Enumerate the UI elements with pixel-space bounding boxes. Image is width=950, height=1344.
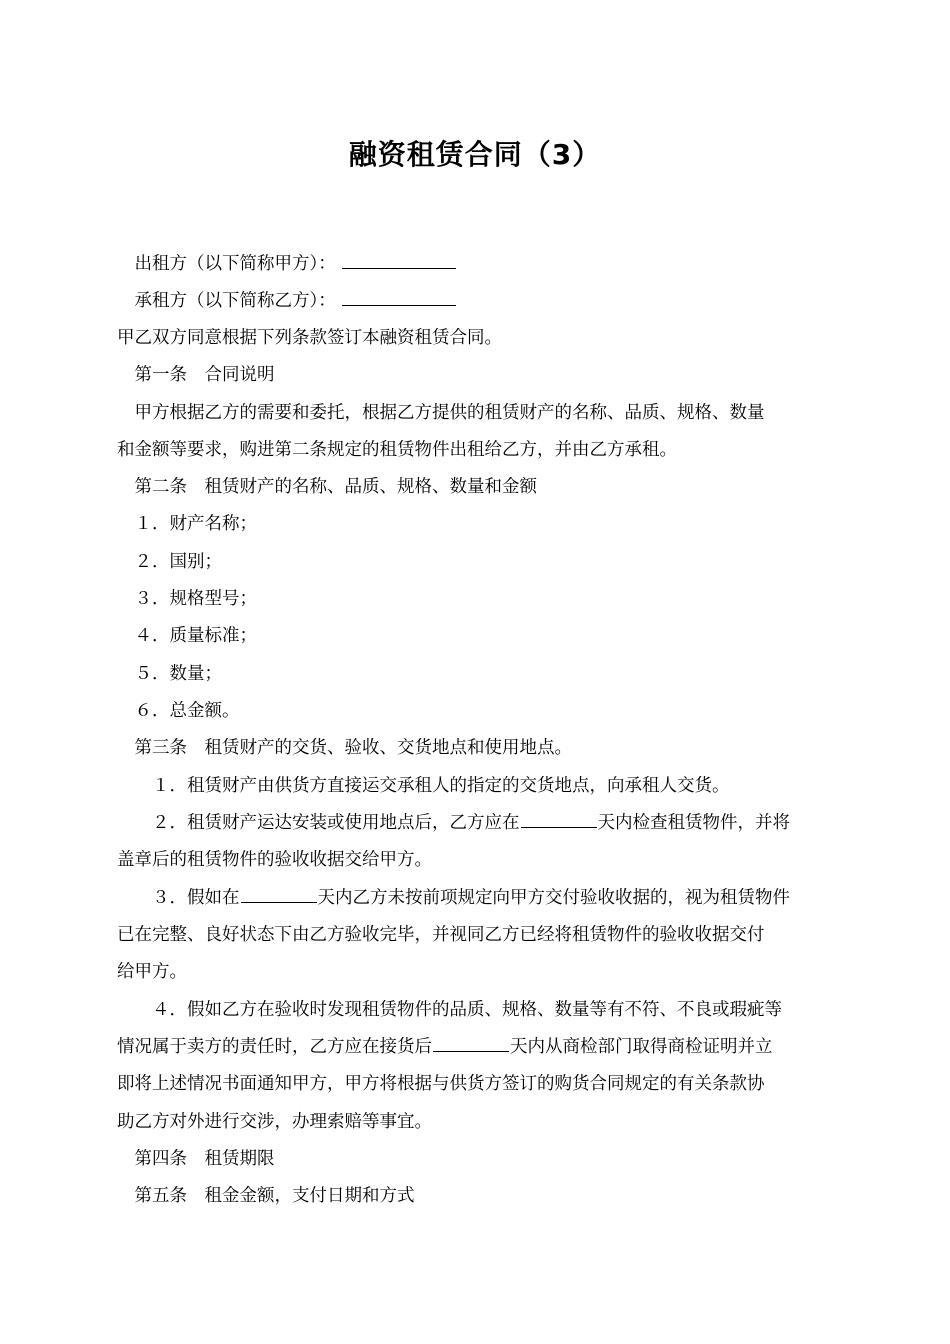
page-title: 融资租赁合同（3）	[348, 138, 602, 171]
article-2-item: ５．数量；	[117, 664, 222, 684]
article-3-clause-4-line: 助乙方对外进行交涉，办理索赔等事宜。	[117, 1112, 432, 1132]
clause-text: 情况属于卖方的责任时，乙方应在接货后	[117, 1037, 432, 1057]
article-4-title: 第四条 租赁期限	[117, 1149, 275, 1169]
article-3-clause-2-line: 盖章后的租赁物件的验收收据交给甲方。	[117, 850, 432, 870]
article-1-title: 第一条 合同说明	[117, 365, 275, 385]
days-blank	[433, 1031, 509, 1052]
article-3-clause-2-line	[117, 805, 837, 843]
article-3-clause-3-line: 给甲方。	[117, 962, 187, 982]
article-5-title: 第五条 租金金额，支付日期和方式	[117, 1186, 415, 1206]
article-2-item: ３．规格型号；	[117, 589, 257, 609]
article-1-text-line: 甲方根据乙方的需要和委托，根据乙方提供的租赁财产的名称、品质、规格、数量	[117, 403, 765, 423]
article-3-clause-4-line: 即将上述情况书面通知甲方，甲方将根据与供货方签订的购货合同规定的有关条款协	[117, 1074, 765, 1094]
article-3-clause-3-line	[117, 880, 837, 918]
lessor-label: 出租方（以下简称甲方）：	[117, 254, 336, 274]
days-blank	[241, 882, 317, 903]
intro-paragraph: 甲乙双方同意根据下列条款签订本融资租赁合同。	[117, 328, 502, 348]
article-1-text-line: 和金额等要求，购进第二条规定的租赁物件出租给乙方，并由乙方承租。	[117, 440, 677, 460]
article-2-item: ６．总金额。	[117, 701, 240, 721]
article-3-clause-3-line: 已在完整、良好状态下由乙方验收完毕，并视同乙方已经将租赁物件的验收收据交付	[117, 925, 765, 945]
article-2-item: ２．国别；	[117, 552, 222, 572]
article-3-title: 第三条 租赁财产的交货、验收、交货地点和使用地点。	[117, 738, 572, 758]
clause-text: ２．租赁财产运达安装或使用地点后，乙方应在	[117, 813, 520, 833]
clause-text: ３．假如在	[117, 888, 240, 908]
article-2-title: 第二条 租赁财产的名称、品质、规格、数量和金额	[117, 477, 537, 497]
lessee-line	[117, 283, 837, 321]
lessee-blank	[342, 285, 456, 306]
article-3-clause-4-line: ４．假如乙方在验收时发现租赁物件的品质、规格、数量等有不符、不良或瑕疵等	[117, 1000, 782, 1020]
article-2-item: ４．质量标准；	[117, 626, 257, 646]
lessee-label: 承租方（以下简称乙方）：	[117, 291, 336, 311]
article-2-item: １．财产名称；	[117, 514, 257, 534]
clause-text: 天内检查租赁物件，并将	[597, 813, 790, 833]
article-3-clause-1: １．租赁财产由供货方直接运交承租人的指定的交货地点，向承租人交货。	[117, 776, 730, 796]
lessor-line	[117, 246, 837, 284]
days-blank	[521, 807, 597, 828]
clause-text: 天内从商检部门取得商检证明并立	[510, 1037, 773, 1057]
article-3-clause-4-line	[117, 1029, 837, 1067]
lessor-blank	[342, 248, 456, 269]
clause-text: 天内乙方未按前项规定向甲方交付验收收据的，视为租赁物件	[317, 888, 790, 908]
